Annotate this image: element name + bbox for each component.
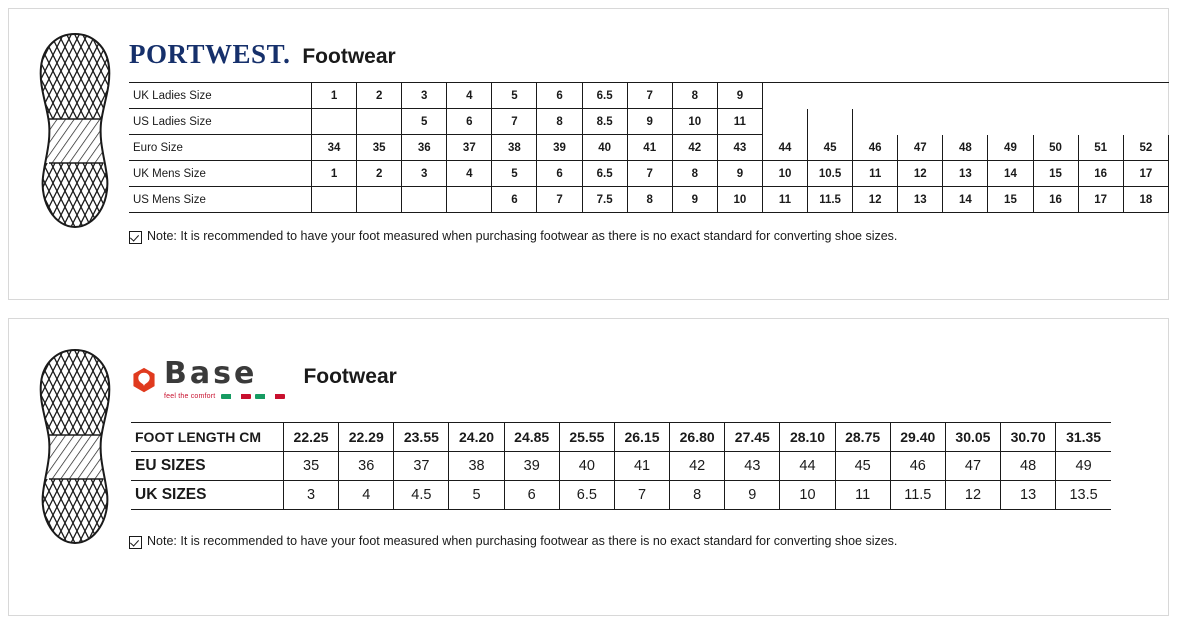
portwest-logo-text: PORTWEST xyxy=(129,39,284,69)
cell: 5 xyxy=(402,109,447,135)
cell-empty xyxy=(1123,83,1168,109)
cell: 7 xyxy=(627,161,672,187)
row-label: EU SIZES xyxy=(131,452,284,481)
cell-empty xyxy=(853,109,898,135)
italy-flag-icon xyxy=(221,394,251,399)
cell: 45 xyxy=(835,452,890,481)
cell: 3 xyxy=(284,481,339,510)
cell: 4 xyxy=(339,481,394,510)
base-tagline-row xyxy=(164,393,289,400)
cell: 10.5 xyxy=(808,161,853,187)
cell xyxy=(312,109,357,135)
cell-empty xyxy=(762,109,807,135)
table-row xyxy=(129,83,1169,109)
cell: 36 xyxy=(402,135,447,161)
table-row xyxy=(129,135,1169,161)
cell: 10 xyxy=(780,481,835,510)
cell: 45 xyxy=(808,135,853,161)
cell: 7 xyxy=(537,187,582,213)
cell: 35 xyxy=(357,135,402,161)
shoe-sole-illustration xyxy=(33,347,117,547)
cell: 6 xyxy=(504,481,559,510)
base-header xyxy=(121,319,1150,400)
base-tagline: feel the comfort xyxy=(164,393,216,400)
cell: 6 xyxy=(492,187,537,213)
cell-empty xyxy=(1033,109,1078,135)
cell: 6 xyxy=(537,83,582,109)
base-hexagon-logo-icon xyxy=(131,367,157,393)
cell: 8 xyxy=(672,83,717,109)
row-label: US Mens Size xyxy=(129,187,312,213)
cell: 11 xyxy=(717,109,762,135)
cell: 6 xyxy=(447,109,492,135)
cell: 17 xyxy=(1078,187,1123,213)
portwest-note xyxy=(129,229,1150,244)
cell: 8 xyxy=(672,161,717,187)
cell: 34 xyxy=(312,135,357,161)
cell: 7 xyxy=(492,109,537,135)
row-label: UK Mens Size xyxy=(129,161,312,187)
cell: 10 xyxy=(717,187,762,213)
row-label: FOOT LENGTH CM xyxy=(131,423,284,452)
cell-empty xyxy=(853,83,898,109)
cell: 13 xyxy=(943,161,988,187)
cell: 12 xyxy=(945,481,1000,510)
cell: 27.45 xyxy=(725,423,780,452)
cell xyxy=(357,187,402,213)
cell: 14 xyxy=(988,161,1033,187)
shoe-sole-illustration xyxy=(33,31,117,231)
note-text: Note: It is recommended to have your foot measured when purchasing footwear as there is no exact standard for converting shoe sizes. xyxy=(147,534,898,548)
cell: 42 xyxy=(672,135,717,161)
table-row xyxy=(129,161,1169,187)
cell: 17 xyxy=(1123,161,1168,187)
cell: 37 xyxy=(394,452,449,481)
row-label: UK SIZES xyxy=(131,481,284,510)
cell-empty xyxy=(898,109,943,135)
portwest-logo xyxy=(129,41,290,68)
cell: 31.35 xyxy=(1056,423,1111,452)
cell: 7.5 xyxy=(582,187,627,213)
cell: 5 xyxy=(449,481,504,510)
cell: 13 xyxy=(1001,481,1056,510)
cell: 52 xyxy=(1123,135,1168,161)
cell: 7 xyxy=(614,481,669,510)
cell: 22.25 xyxy=(284,423,339,452)
cell: 43 xyxy=(725,452,780,481)
cell: 11 xyxy=(853,161,898,187)
cell: 10 xyxy=(762,161,807,187)
cell-empty xyxy=(1078,83,1123,109)
cell-empty xyxy=(898,83,943,109)
cell xyxy=(357,109,402,135)
cell: 9 xyxy=(627,109,672,135)
cell: 41 xyxy=(627,135,672,161)
cell: 8 xyxy=(670,481,725,510)
cell: 6.5 xyxy=(582,161,627,187)
cell: 3 xyxy=(402,161,447,187)
cell: 16 xyxy=(1078,161,1123,187)
cell: 2 xyxy=(357,161,402,187)
cell: 30.70 xyxy=(1001,423,1056,452)
cell: 5 xyxy=(492,83,537,109)
cell: 36 xyxy=(339,452,394,481)
cell: 47 xyxy=(945,452,1000,481)
cell: 6 xyxy=(537,161,582,187)
table-row xyxy=(129,109,1169,135)
table-row xyxy=(131,481,1111,510)
row-label: US Ladies Size xyxy=(129,109,312,135)
base-note xyxy=(129,534,1150,549)
cell-empty xyxy=(943,109,988,135)
cell-empty xyxy=(1033,83,1078,109)
cell: 8 xyxy=(537,109,582,135)
cell: 38 xyxy=(492,135,537,161)
cell: 16 xyxy=(1033,187,1078,213)
cell: 9 xyxy=(672,187,717,213)
cell-empty xyxy=(988,109,1033,135)
portwest-header xyxy=(121,9,1150,68)
cell: 39 xyxy=(504,452,559,481)
cell: 12 xyxy=(853,187,898,213)
cell: 13.5 xyxy=(1056,481,1111,510)
cell: 18 xyxy=(1123,187,1168,213)
cell: 12 xyxy=(898,161,943,187)
cell: 11.5 xyxy=(890,481,945,510)
cell: 46 xyxy=(853,135,898,161)
cell: 40 xyxy=(582,135,627,161)
base-subtitle: Footwear xyxy=(303,365,397,388)
cell: 28.75 xyxy=(835,423,890,452)
cell xyxy=(447,187,492,213)
cell-empty xyxy=(808,83,853,109)
cell: 9 xyxy=(725,481,780,510)
italy-flag-icon xyxy=(255,394,285,399)
cell: 7 xyxy=(627,83,672,109)
cell: 9 xyxy=(717,161,762,187)
cell: 26.15 xyxy=(614,423,669,452)
portwest-logo-dot: . xyxy=(283,39,291,69)
cell: 4.5 xyxy=(394,481,449,510)
cell: 10 xyxy=(672,109,717,135)
cell: 48 xyxy=(943,135,988,161)
cell: 38 xyxy=(449,452,504,481)
cell: 49 xyxy=(988,135,1033,161)
cell: 26.80 xyxy=(670,423,725,452)
cell: 44 xyxy=(780,452,835,481)
cell: 14 xyxy=(943,187,988,213)
cell: 3 xyxy=(402,83,447,109)
table-row xyxy=(131,423,1111,452)
portwest-size-table xyxy=(129,82,1169,213)
cell: 5 xyxy=(492,161,537,187)
cell xyxy=(312,187,357,213)
cell: 8 xyxy=(627,187,672,213)
cell: 41 xyxy=(614,452,669,481)
cell: 24.20 xyxy=(449,423,504,452)
cell: 4 xyxy=(447,161,492,187)
cell: 51 xyxy=(1078,135,1123,161)
row-label: UK Ladies Size xyxy=(129,83,312,109)
cell: 23.55 xyxy=(394,423,449,452)
cell: 29.40 xyxy=(890,423,945,452)
cell: 15 xyxy=(988,187,1033,213)
cell-empty xyxy=(1123,109,1168,135)
cell: 6.5 xyxy=(559,481,614,510)
cell: 1 xyxy=(312,83,357,109)
base-logo xyxy=(164,356,289,400)
cell: 30.05 xyxy=(945,423,1000,452)
cell: 25.55 xyxy=(559,423,614,452)
table-row xyxy=(131,452,1111,481)
cell: 44 xyxy=(762,135,807,161)
portwest-size-chart-panel xyxy=(8,8,1169,300)
cell: 24.85 xyxy=(504,423,559,452)
checkbox-icon xyxy=(129,231,142,244)
cell: 47 xyxy=(898,135,943,161)
cell: 40 xyxy=(559,452,614,481)
cell: 35 xyxy=(284,452,339,481)
cell: 11.5 xyxy=(808,187,853,213)
portwest-subtitle: Footwear xyxy=(302,45,396,68)
cell: 43 xyxy=(717,135,762,161)
cell: 42 xyxy=(670,452,725,481)
cell: 1 xyxy=(312,161,357,187)
table-row xyxy=(129,187,1169,213)
cell: 2 xyxy=(357,83,402,109)
note-text: Note: It is recommended to have your foot measured when purchasing footwear as there is no exact standard for converting shoe sizes. xyxy=(147,229,898,243)
cell: 15 xyxy=(1033,161,1078,187)
cell: 9 xyxy=(717,83,762,109)
cell-empty xyxy=(808,109,853,135)
base-logo-text: Base xyxy=(164,356,258,391)
cell: 13 xyxy=(898,187,943,213)
cell xyxy=(402,187,447,213)
cell: 11 xyxy=(762,187,807,213)
cell: 50 xyxy=(1033,135,1078,161)
cell: 8.5 xyxy=(582,109,627,135)
cell: 37 xyxy=(447,135,492,161)
cell-empty xyxy=(988,83,1033,109)
cell-empty xyxy=(1078,109,1123,135)
base-size-table xyxy=(131,422,1111,510)
row-label: Euro Size xyxy=(129,135,312,161)
cell: 6.5 xyxy=(582,83,627,109)
cell-empty xyxy=(943,83,988,109)
cell: 39 xyxy=(537,135,582,161)
cell: 22.29 xyxy=(339,423,394,452)
cell: 4 xyxy=(447,83,492,109)
cell: 28.10 xyxy=(780,423,835,452)
cell-empty xyxy=(762,83,807,109)
checkbox-icon xyxy=(129,536,142,549)
cell: 48 xyxy=(1001,452,1056,481)
cell: 49 xyxy=(1056,452,1111,481)
base-size-chart-panel xyxy=(8,318,1169,616)
cell: 46 xyxy=(890,452,945,481)
cell: 11 xyxy=(835,481,890,510)
